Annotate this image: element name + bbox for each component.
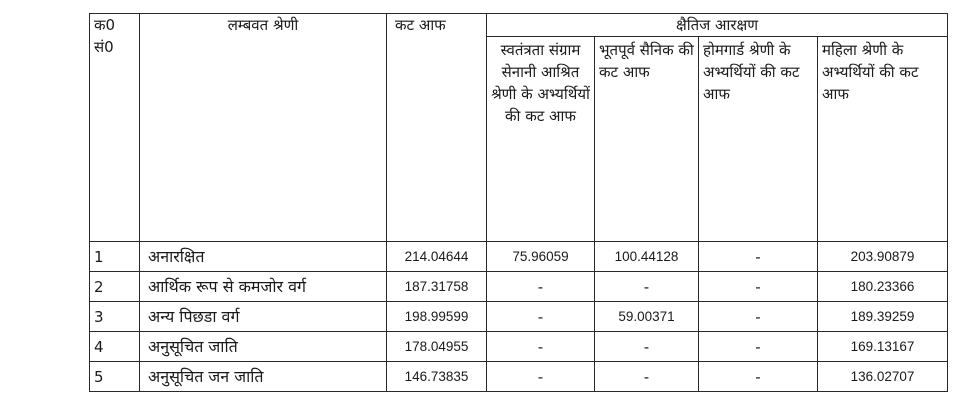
home-guard-cell: - — [699, 302, 818, 332]
category-cell: आर्थिक रूप से कमजोर वर्ग — [140, 272, 387, 302]
category-cell: अनुसूचित जाति — [140, 332, 387, 362]
cutoff-cell: 146.73835 — [387, 362, 487, 392]
header-serial: क0 सं0 — [90, 14, 140, 242]
women-cell: 169.13167 — [818, 332, 948, 362]
table-row — [90, 362, 948, 392]
serial-cell: 1 — [90, 242, 140, 272]
freedom-fighter-cell: - — [487, 332, 595, 362]
cutoff-table — [89, 13, 948, 392]
cutoff-cell: 178.04955 — [387, 332, 487, 362]
serial-cell: 3 — [90, 302, 140, 332]
table-row — [90, 272, 948, 302]
table-row — [90, 302, 948, 332]
home-guard-cell: - — [699, 242, 818, 272]
women-cell: 136.02707 — [818, 362, 948, 392]
serial-cell: 4 — [90, 332, 140, 362]
header-home-guard: होमगार्ड श्रेणी के अभ्यर्थियों की कट आफ — [699, 37, 818, 242]
ex-serviceman-cell: - — [595, 332, 699, 362]
ex-serviceman-cell: 100.44128 — [595, 242, 699, 272]
women-cell: 189.39259 — [818, 302, 948, 332]
freedom-fighter-cell: - — [487, 302, 595, 332]
home-guard-cell: - — [699, 362, 818, 392]
cutoff-cell: 187.31758 — [387, 272, 487, 302]
header-ex-serviceman: भूतपूर्व सैनिक की कट आफ — [595, 37, 699, 242]
header-freedom-fighter: स्वतंत्रता संग्राम सेनानी आश्रित श्रेणी के अभ्यर्थियों की कट आफ — [487, 37, 595, 242]
category-cell: अनारक्षित — [140, 242, 387, 272]
category-cell: अन्य पिछडा वर्ग — [140, 302, 387, 332]
ex-serviceman-cell: 59.00371 — [595, 302, 699, 332]
header-vertical-category: लम्बवत श्रेणी — [140, 14, 387, 242]
header-women: महिला श्रेणी के अभ्यर्थियों की कट आफ — [818, 37, 948, 242]
freedom-fighter-cell: - — [487, 362, 595, 392]
header-horizontal-reservation: क्षैतिज आरक्षण — [487, 14, 948, 37]
serial-cell: 5 — [90, 362, 140, 392]
table-row — [90, 332, 948, 362]
ex-serviceman-cell: - — [595, 362, 699, 392]
freedom-fighter-cell: - — [487, 272, 595, 302]
cutoff-cell: 198.99599 — [387, 302, 487, 332]
freedom-fighter-cell: 75.96059 — [487, 242, 595, 272]
table-row — [90, 242, 948, 272]
category-cell: अनुसूचित जन जाति — [140, 362, 387, 392]
serial-cell: 2 — [90, 272, 140, 302]
women-cell: 203.90879 — [818, 242, 948, 272]
header-cutoff: कट आफ — [387, 14, 487, 242]
home-guard-cell: - — [699, 272, 818, 302]
women-cell: 180.23366 — [818, 272, 948, 302]
home-guard-cell: - — [699, 332, 818, 362]
cutoff-cell: 214.04644 — [387, 242, 487, 272]
ex-serviceman-cell: - — [595, 272, 699, 302]
